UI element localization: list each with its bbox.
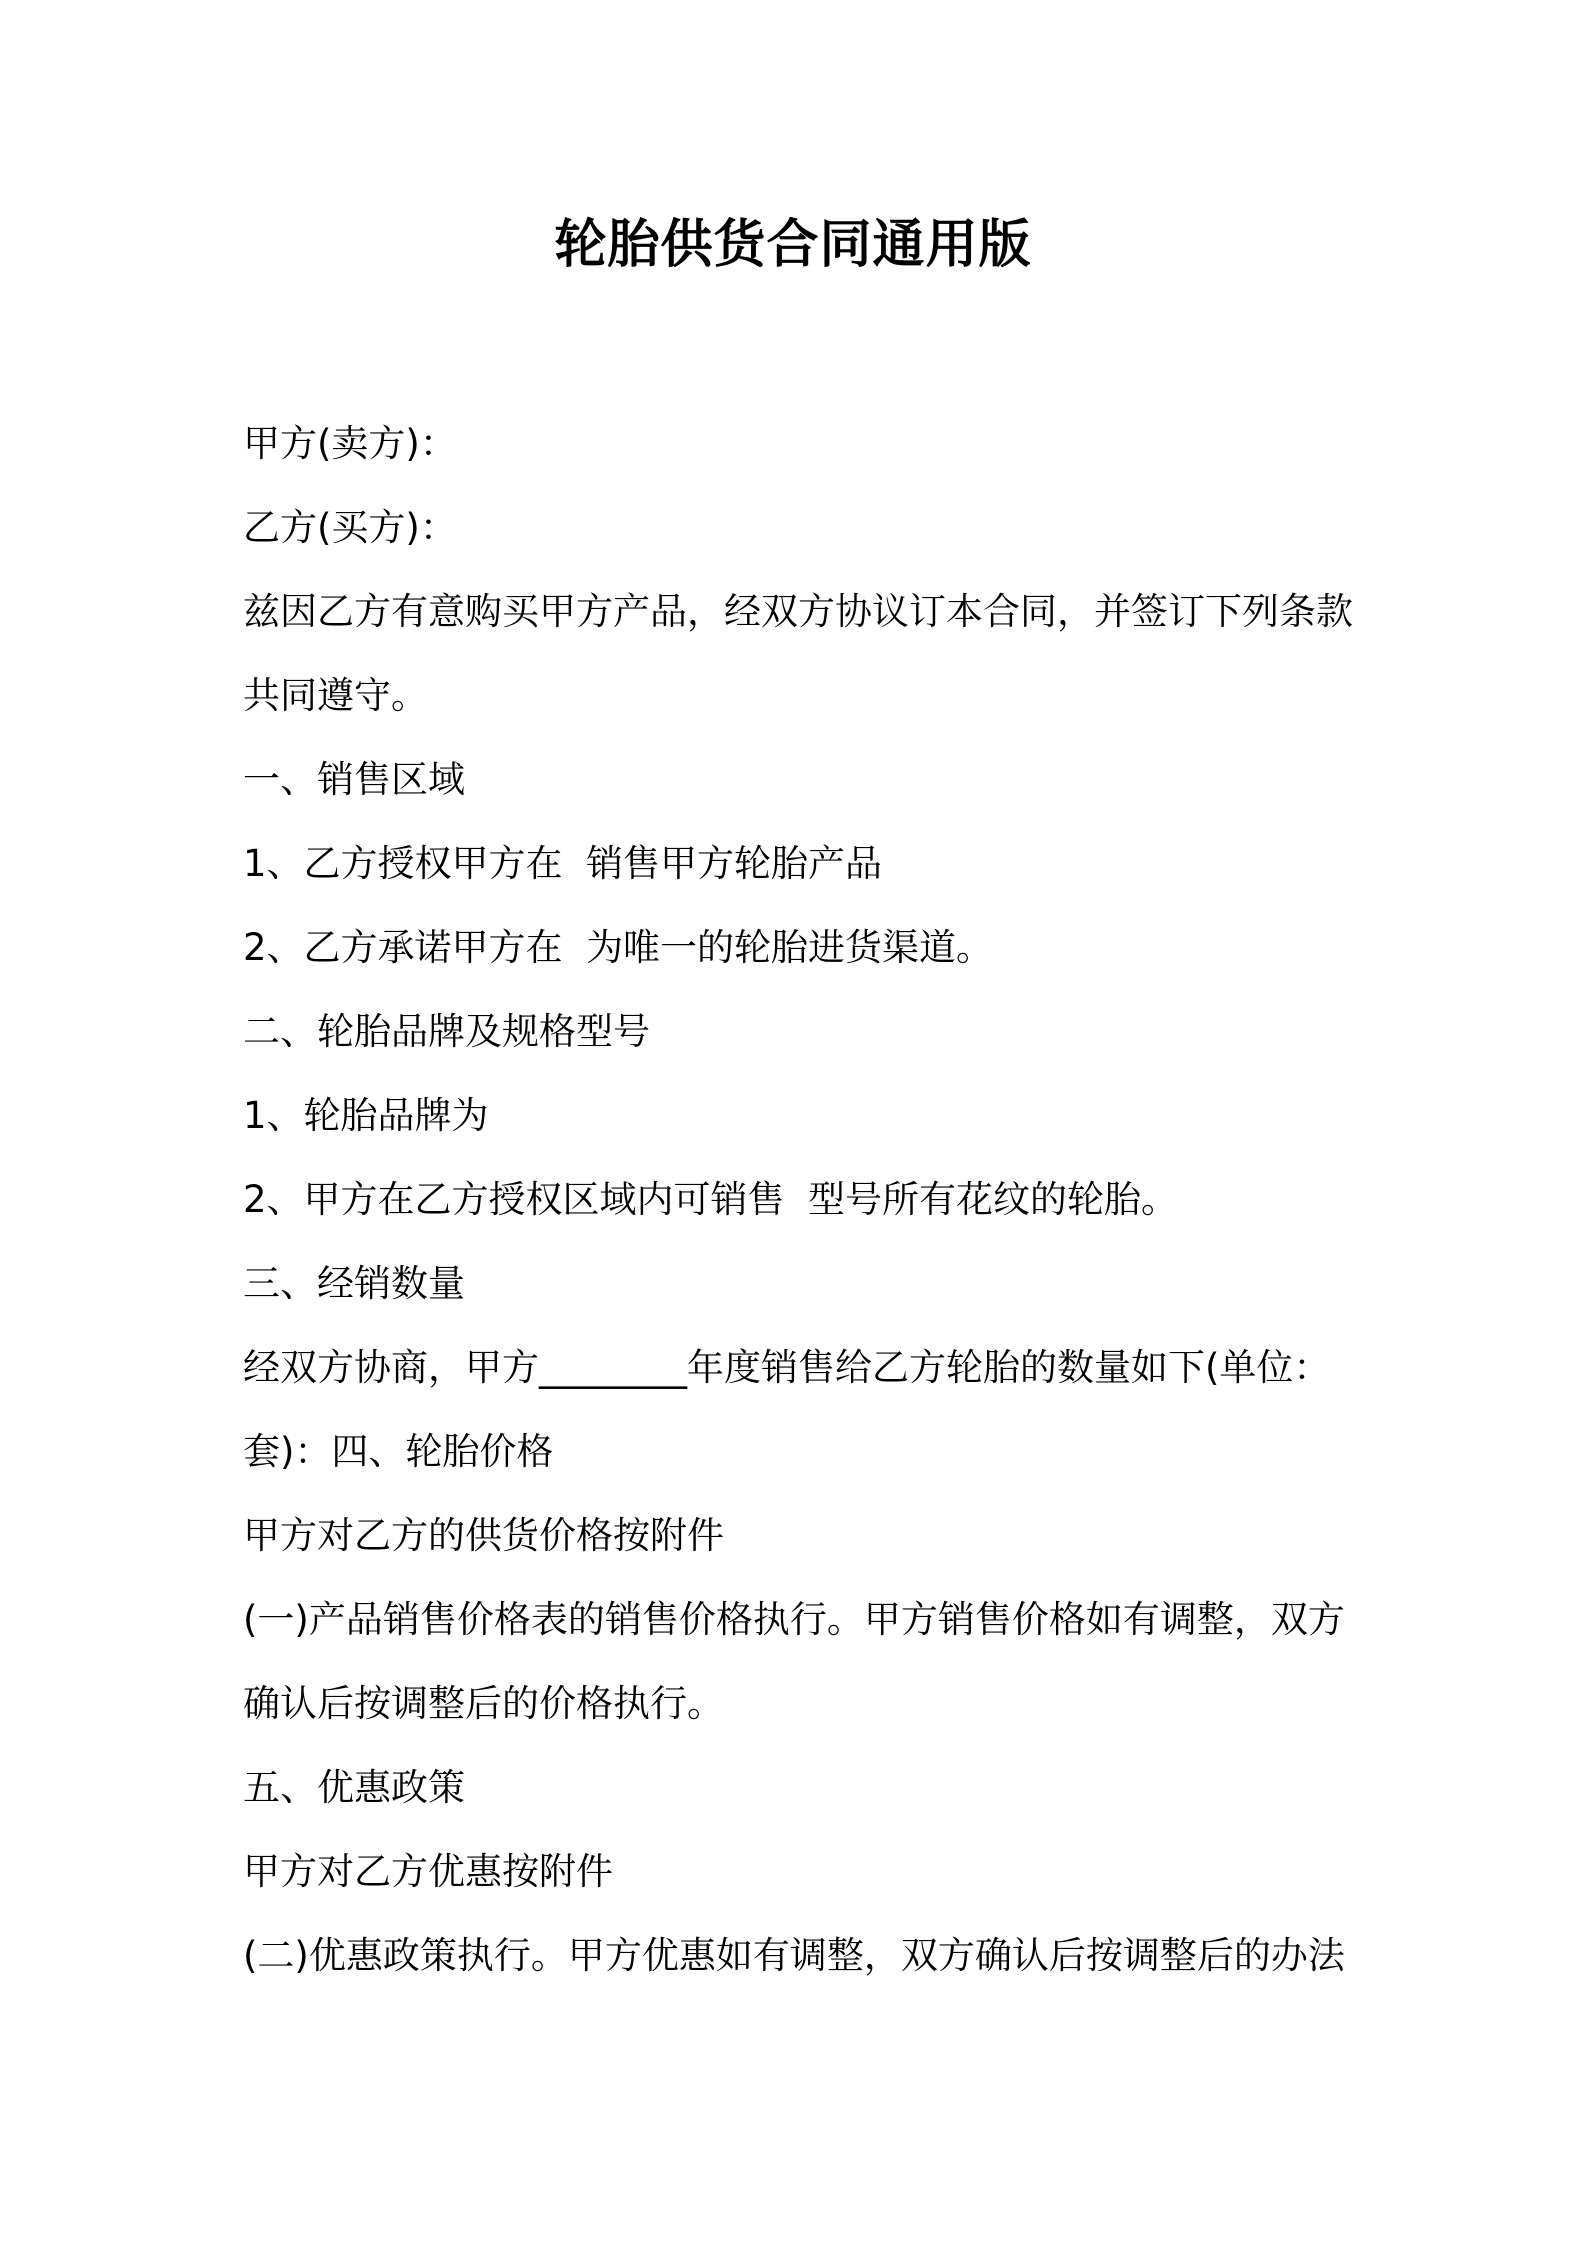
price-line-2: (一)产品销售价格表的销售价格执行。甲方销售价格如有调整，双方 <box>243 1598 1345 1641</box>
party-b-line: 乙方(买方)： <box>243 506 457 549</box>
quantity-line-2: 套)：四、轮胎价格 <box>243 1430 554 1473</box>
party-a-line: 甲方(卖方)： <box>243 422 457 465</box>
section-heading-sales-region: 一、销售区域 <box>243 758 465 801</box>
discount-line-2: (二)优惠政策执行。甲方优惠如有调整，双方确认后按调整后的办法 <box>243 1934 1345 1977</box>
quantity-line-1: 经双方协商，甲方________年度销售给乙方轮胎的数量如下(单位： <box>243 1346 1331 1389</box>
preamble-line-2: 共同遵守。 <box>243 674 428 717</box>
document-title: 轮胎供货合同通用版 <box>554 215 1032 275</box>
section-heading-discount: 五、优惠政策 <box>243 1766 465 1809</box>
document-body <box>243 402 1355 1998</box>
clause-1-2: 2、乙方承诺甲方在 为唯一的轮胎进货渠道。 <box>243 926 994 969</box>
preamble-line-1: 兹因乙方有意购买甲方产品，经双方协议订本合同，并签订下列条款 <box>243 590 1353 633</box>
clause-2-1: 1、轮胎品牌为 <box>243 1094 489 1137</box>
clause-2-2: 2、甲方在乙方授权区域内可销售 型号所有花纹的轮胎。 <box>243 1178 1179 1221</box>
section-heading-brand-spec: 二、轮胎品牌及规格型号 <box>243 1010 650 1053</box>
price-line-3: 确认后按调整后的价格执行。 <box>243 1682 724 1725</box>
price-line-1: 甲方对乙方的供货价格按附件 <box>243 1514 724 1557</box>
clause-1-1: 1、乙方授权甲方在 销售甲方轮胎产品 <box>243 842 883 885</box>
section-heading-quantity: 三、经销数量 <box>243 1262 465 1305</box>
discount-line-1: 甲方对乙方优惠按附件 <box>243 1850 613 1893</box>
